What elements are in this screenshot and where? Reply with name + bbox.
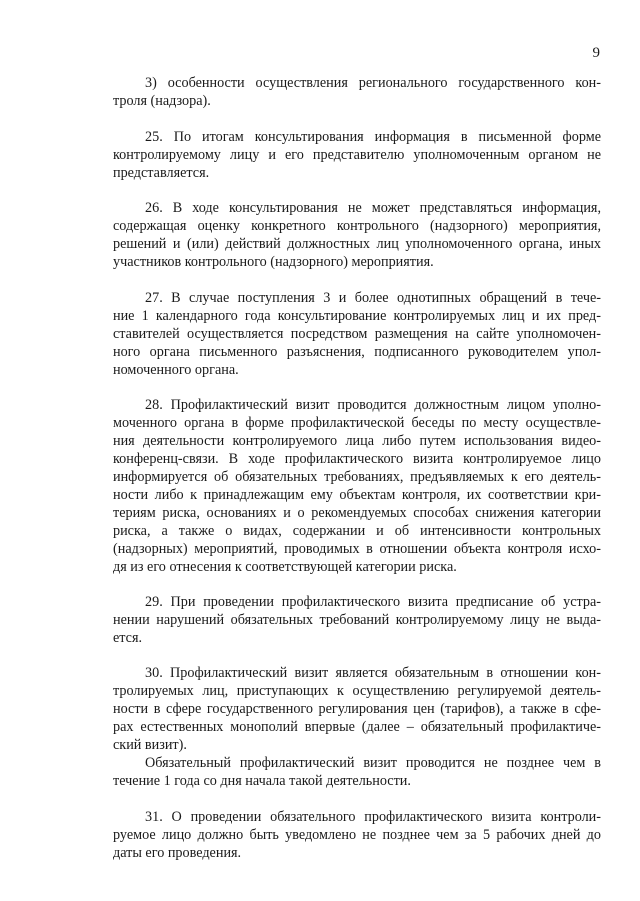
text-line: ется. — [113, 630, 143, 646]
text-line: течение 1 года со дня начала такой деятельности. — [113, 773, 411, 789]
text-line: конференц-связи. В ходе профилактического визита контролируемое лицо — [113, 451, 601, 467]
text-line: информируется об обязательных требованиях, предъявляемых к его деятель- — [113, 469, 601, 485]
text-line: нении нарушений обязательных требований контролируемому лицу не выда- — [113, 612, 601, 628]
text-line: Обязательный профилактический визит проводится не позднее чем в — [145, 755, 601, 771]
text-line: ский визит). — [113, 737, 187, 753]
text-line: моченного органа в форме профилактической беседы по месту осуществле- — [113, 415, 601, 431]
page-number: 9 — [592, 45, 600, 61]
text-line: ности в сфере государственного регулирования цен (тарифов), а также в сфе- — [113, 701, 601, 717]
text-line: ставителей осуществляется посредством размещения на сайте уполномочен- — [113, 326, 601, 342]
text-line: контролируемому лицу и его представителю уполномоченным органом не — [113, 147, 601, 163]
text-line: решений и (или) действий должностных лиц уполномоченного органа, иных — [113, 236, 601, 252]
text-line: дя из его отнесения к соответствующей категории риска. — [113, 559, 457, 575]
text-line: 28. Профилактический визит проводится должностным лицом уполно- — [145, 397, 601, 413]
text-line: (надзорных) мероприятий, проводимых в отношении объекта контроля исхо- — [113, 541, 601, 557]
text-line: руемое лицо должно быть уведомлено не позднее чем за 5 рабочих дней до — [113, 827, 601, 843]
text-line: ного органа письменного разъяснения, подписанного руководителем упол- — [113, 344, 601, 360]
text-line: 31. О проведении обязательного профилактического визита контроли- — [145, 809, 601, 825]
text-line: 27. В случае поступления 3 и более однотипных обращений в тече- — [145, 290, 601, 306]
text-line: даты его проведения. — [113, 845, 242, 861]
text-line: 30. Профилактический визит является обязательным в отношении кон- — [145, 665, 601, 681]
text-line: 29. При проведении профилактического визита предписание об устра- — [145, 594, 601, 610]
text-line: содержащая оценку конкретного контрольного (надзорного) мероприятия, — [113, 218, 601, 234]
text-line: 26. В ходе консультирования не может представляться информация, — [145, 200, 601, 216]
text-line: риска, а также о видах, содержании и об интенсивности контрольных — [113, 523, 601, 539]
text-line: териям риска, основаниях и о рекомендуемых способах снижения категории — [113, 505, 601, 521]
text-line: ние 1 календарного года консультирование контролируемых лиц и их пред- — [113, 308, 601, 324]
text-line: рах естественных монополий впервые (далее – обязательный профилактиче- — [113, 719, 601, 735]
text-line: 25. По итогам консультирования информация в письменной форме — [145, 129, 601, 145]
text-line: участников контрольного (надзорного) мероприятия. — [113, 254, 434, 270]
text-line: троля (надзора). — [113, 93, 211, 109]
text-line: ности либо к принадлежащим ему объектам контроля, их соответствии кри- — [113, 487, 601, 503]
text-line: тролируемых лиц, приступающих к осуществлению регулируемой деятель- — [113, 683, 601, 699]
text-line: номоченного органа. — [113, 362, 239, 378]
text-line: 3) особенности осуществления регионального государственного кон- — [145, 75, 601, 91]
text-line: ния деятельности контролируемого лица либо путем использования видео- — [113, 433, 601, 449]
text-line: представляется. — [113, 165, 210, 181]
